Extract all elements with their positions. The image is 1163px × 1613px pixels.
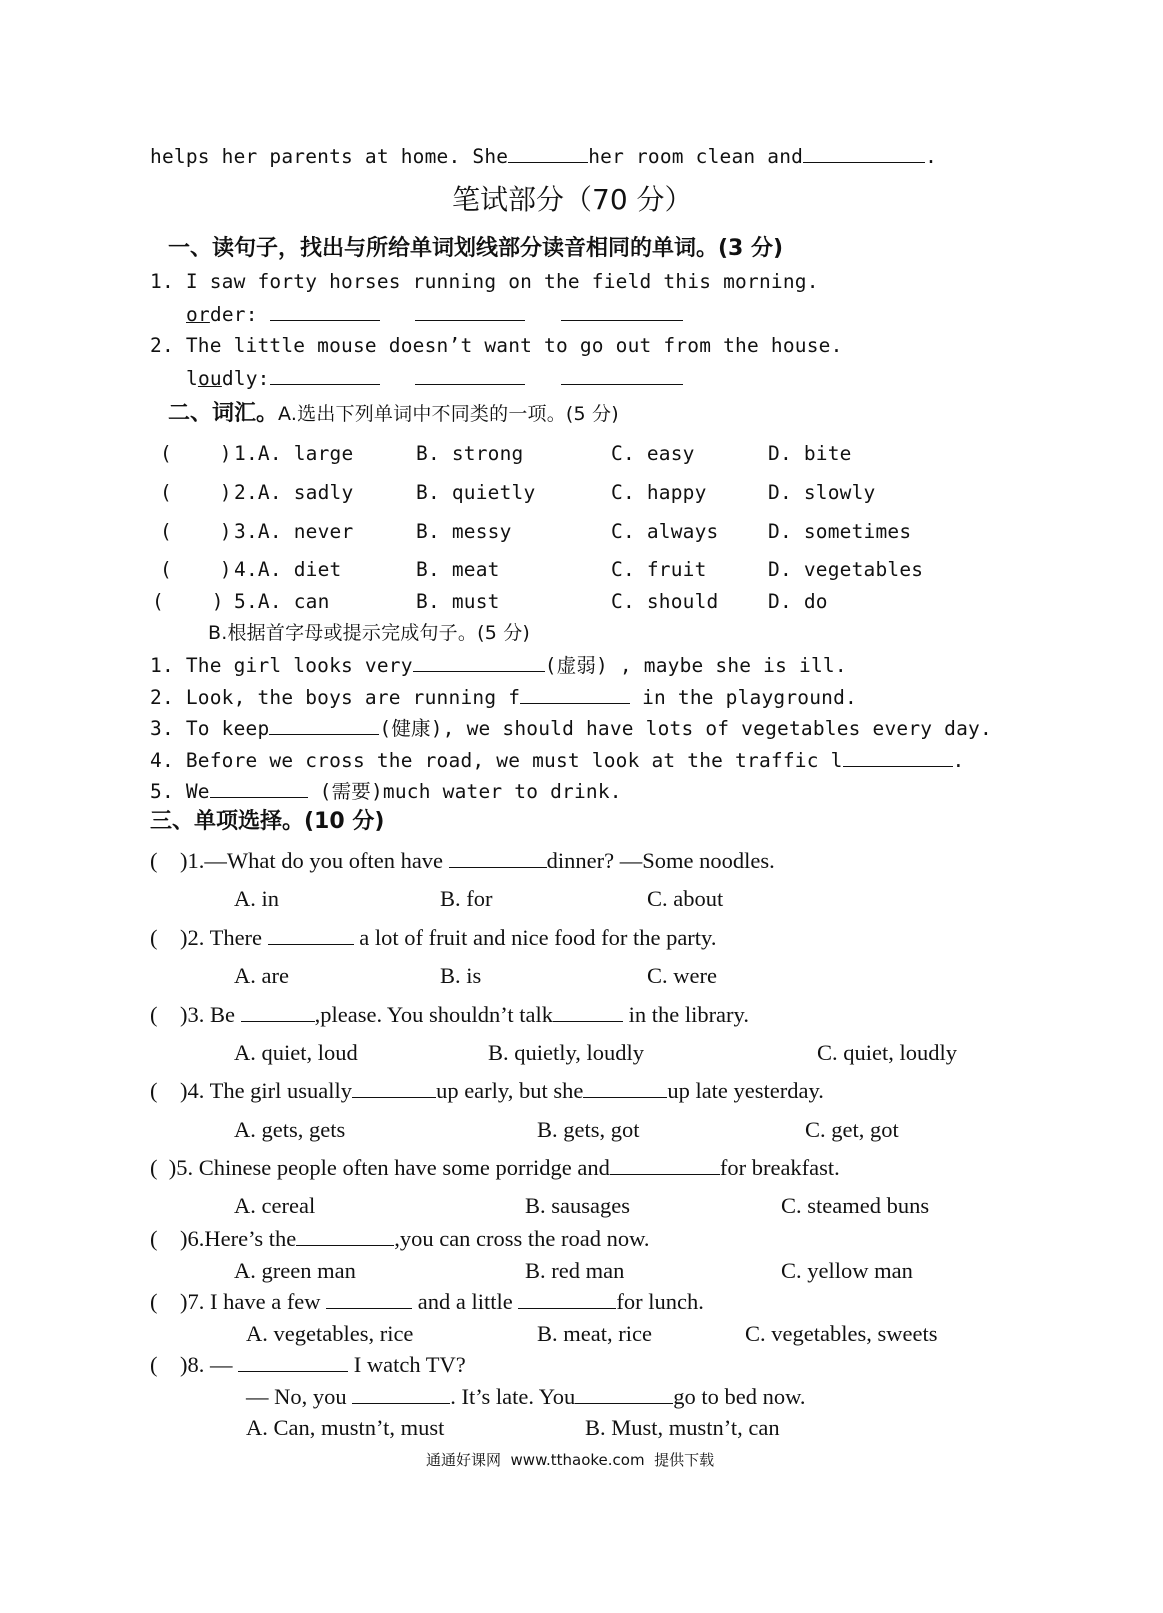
blank: [583, 1077, 667, 1098]
vocab-row-1: [160, 440, 232, 468]
mc-question-1: [150, 847, 775, 875]
blank: [415, 300, 525, 321]
section-3-heading: 三、单项选择。(10 分): [150, 809, 385, 834]
mc-option-b: B. quietly, loudly: [488, 1040, 645, 1065]
blank: [575, 1383, 673, 1404]
s1-question-1: 1. I saw forty horses running on the field this morning.: [150, 270, 819, 293]
underlined-part: or: [186, 303, 210, 326]
mc-option-c: C. steamed buns: [781, 1193, 930, 1218]
answer-paren: ( ): [160, 558, 232, 581]
sentence-part: 3. To keep: [150, 717, 270, 740]
sentence-part: 4. Before we cross the road, we must look at the traffic l: [150, 749, 843, 772]
sentence-part: (健康), we should have lots of vegetables every day.: [379, 717, 992, 740]
blank: [413, 651, 545, 672]
blank: [561, 364, 683, 385]
blank: [241, 1001, 315, 1022]
vocab-option-b: B. meat: [416, 558, 500, 581]
mc-option-a: A. quiet, loud: [234, 1040, 358, 1065]
page-footer: 通通好课网 www.tthaoke.com 提供下载: [426, 1451, 715, 1469]
mc-option-a: A. in: [234, 886, 279, 911]
vocab-option-c: C. happy: [611, 481, 707, 504]
vocab-option-c: C. fruit: [611, 558, 707, 581]
s1-question-2: 2. The little mouse doesn’t want to go out from the house.: [150, 334, 843, 357]
answer-paren: ( ): [152, 590, 224, 613]
question-part: and a little: [412, 1289, 519, 1314]
blank: [270, 364, 380, 385]
s2b-sentence-2: [150, 683, 857, 712]
mc-question-8: [150, 1351, 466, 1379]
mc-option-b: B. sausages: [525, 1193, 630, 1218]
question-part: in the library.: [622, 1002, 749, 1027]
mc-option-b: B. meat, rice: [537, 1321, 652, 1346]
top-line-mid: her room clean and: [588, 145, 804, 168]
s2b-sentence-1: [150, 651, 847, 680]
question-part: ( )3. Be: [150, 1002, 241, 1027]
blank: [415, 364, 525, 385]
question-part: ,please. You shouldn’t talk: [314, 1002, 553, 1027]
question-part: — No, you: [246, 1384, 353, 1409]
question-part: ( )6.Here’s the: [150, 1226, 297, 1251]
blank: [296, 1225, 394, 1246]
answer-paren: ( ): [160, 520, 232, 543]
mc-option-c: C. get, got: [805, 1117, 899, 1142]
blank: [518, 1288, 616, 1309]
sentence-part: 1. The girl looks very: [150, 654, 413, 677]
section-1-heading: 一、读句子，找出与所给单词划线部分读音相同的单词。(3 分): [168, 236, 784, 261]
word-start: l: [186, 367, 198, 390]
question-part: ( )4. The girl usually: [150, 1078, 353, 1103]
section-2-heading: [168, 400, 619, 428]
blank: [553, 1001, 623, 1022]
question-part: ( )1.—What do you often have: [150, 848, 449, 873]
mc-question-6: [150, 1225, 650, 1253]
vocab-option-a: 3.A. never: [234, 520, 354, 543]
mc-option-c: C. quiet, loudly: [817, 1040, 957, 1065]
mc-question-8-reply: [246, 1383, 806, 1411]
sentence-part: 5. We: [150, 780, 210, 803]
question-part: ,you can cross the road now.: [394, 1226, 650, 1251]
vocab-option-b: B. messy: [416, 520, 512, 543]
vocab-option-a: 4.A. diet: [234, 558, 342, 581]
vocab-option-a: 5.A. can: [234, 590, 330, 613]
question-part: for breakfast.: [719, 1155, 840, 1180]
blank: [238, 1351, 348, 1372]
blank: [268, 924, 354, 945]
s2b-sentence-4: [150, 746, 964, 775]
blank: [326, 1288, 412, 1309]
s2b-sentence-3: [150, 714, 992, 743]
vocab-option-d: D. bite: [768, 442, 852, 465]
blank: [520, 683, 630, 704]
blank: [270, 300, 380, 321]
mc-option-b: B. red man: [525, 1258, 625, 1283]
s1-word-2: [186, 364, 683, 393]
mc-question-5: [150, 1154, 840, 1182]
sentence-part: .: [952, 749, 965, 772]
vocab-option-c: C. always: [611, 520, 719, 543]
question-part: ( )2. There: [150, 925, 268, 950]
top-line: [150, 142, 937, 171]
sentence-part: (虚弱) , maybe she is ill.: [544, 654, 847, 677]
mc-option-a: A. cereal: [234, 1193, 316, 1218]
vocab-option-c: C. should: [611, 590, 719, 613]
top-line-end: .: [925, 145, 938, 168]
vocab-option-d: D. sometimes: [768, 520, 912, 543]
section-2-title: 二、词汇。: [168, 401, 279, 426]
vocab-option-b: B. strong: [416, 442, 524, 465]
mc-option-c: C. yellow man: [781, 1258, 913, 1283]
mc-option-a: A. Can, mustn’t, must: [246, 1415, 445, 1440]
mc-question-2: [150, 924, 716, 952]
mc-option-b: B. Must, mustn’t, can: [585, 1415, 780, 1440]
vocab-option-b: B. quietly: [416, 481, 536, 504]
blank: [508, 142, 588, 163]
blank: [610, 1154, 720, 1175]
sentence-part: in the playground.: [630, 686, 858, 709]
question-part: go to bed now.: [673, 1384, 806, 1409]
sentence-part: (需要)much water to drink.: [307, 780, 622, 803]
word-rest: dly:: [221, 367, 270, 390]
s2b-sentence-5: [150, 777, 622, 806]
question-part: . It’s late. You: [450, 1384, 576, 1409]
mc-option-a: A. gets, gets: [234, 1117, 346, 1142]
blank: [803, 142, 925, 163]
mc-option-a: A. vegetables, rice: [246, 1321, 414, 1346]
question-part: up early, but she: [436, 1078, 584, 1103]
mc-option-b: B. gets, got: [537, 1117, 640, 1142]
blank: [449, 847, 547, 868]
mc-question-3: [150, 1001, 749, 1029]
sentence-part: 2. Look, the boys are running f: [150, 686, 521, 709]
mc-question-7: [150, 1288, 704, 1316]
top-line-pre: helps her parents at home. She: [150, 145, 509, 168]
mc-question-4: [150, 1077, 824, 1105]
word-rest: der:: [209, 303, 258, 326]
mc-option-c: C. vegetables, sweets: [745, 1321, 938, 1346]
blank: [843, 746, 953, 767]
s1-word-1: [186, 300, 683, 329]
mc-option-c: C. about: [647, 886, 724, 911]
answer-paren: ( ): [160, 481, 232, 504]
blank: [269, 714, 379, 735]
mc-option-c: C. were: [647, 963, 717, 988]
blank: [352, 1077, 436, 1098]
blank: [352, 1383, 450, 1404]
mc-option-b: B. is: [440, 963, 482, 988]
mc-option-a: A. green man: [234, 1258, 356, 1283]
vocab-option-d: D. slowly: [768, 481, 876, 504]
mc-option-a: A. are: [234, 963, 289, 988]
question-part: dinner? —Some noodles.: [546, 848, 775, 873]
blank: [210, 777, 308, 798]
question-part: up late yesterday.: [667, 1078, 824, 1103]
vocab-option-d: D. vegetables: [768, 558, 924, 581]
mc-option-b: B. for: [440, 886, 493, 911]
question-part: I watch TV?: [348, 1352, 466, 1377]
vocab-option-d: D. do: [768, 590, 828, 613]
question-part: for lunch.: [616, 1289, 704, 1314]
question-part: ( )7. I have a few: [150, 1289, 327, 1314]
section-2-subtitle: A.选出下列单词中不同类的一项。(5 分): [278, 403, 619, 425]
answer-paren: ( ): [160, 442, 232, 465]
question-part: ( )5. Chinese people often have some porridge and: [150, 1155, 610, 1180]
vocab-option-a: 2.A. sadly: [234, 481, 354, 504]
blank: [561, 300, 683, 321]
vocab-option-a: 1.A. large: [234, 442, 354, 465]
question-part: a lot of fruit and nice food for the party.: [353, 925, 717, 950]
vocab-option-b: B. must: [416, 590, 500, 613]
question-part: ( )8. —: [150, 1352, 239, 1377]
underlined-part: ou: [197, 367, 222, 390]
page-title: 笔试部分（70 分）: [452, 183, 693, 216]
section-2b-heading: B.根据首字母或提示完成句子。(5 分): [208, 622, 531, 644]
vocab-option-c: C. easy: [611, 442, 695, 465]
